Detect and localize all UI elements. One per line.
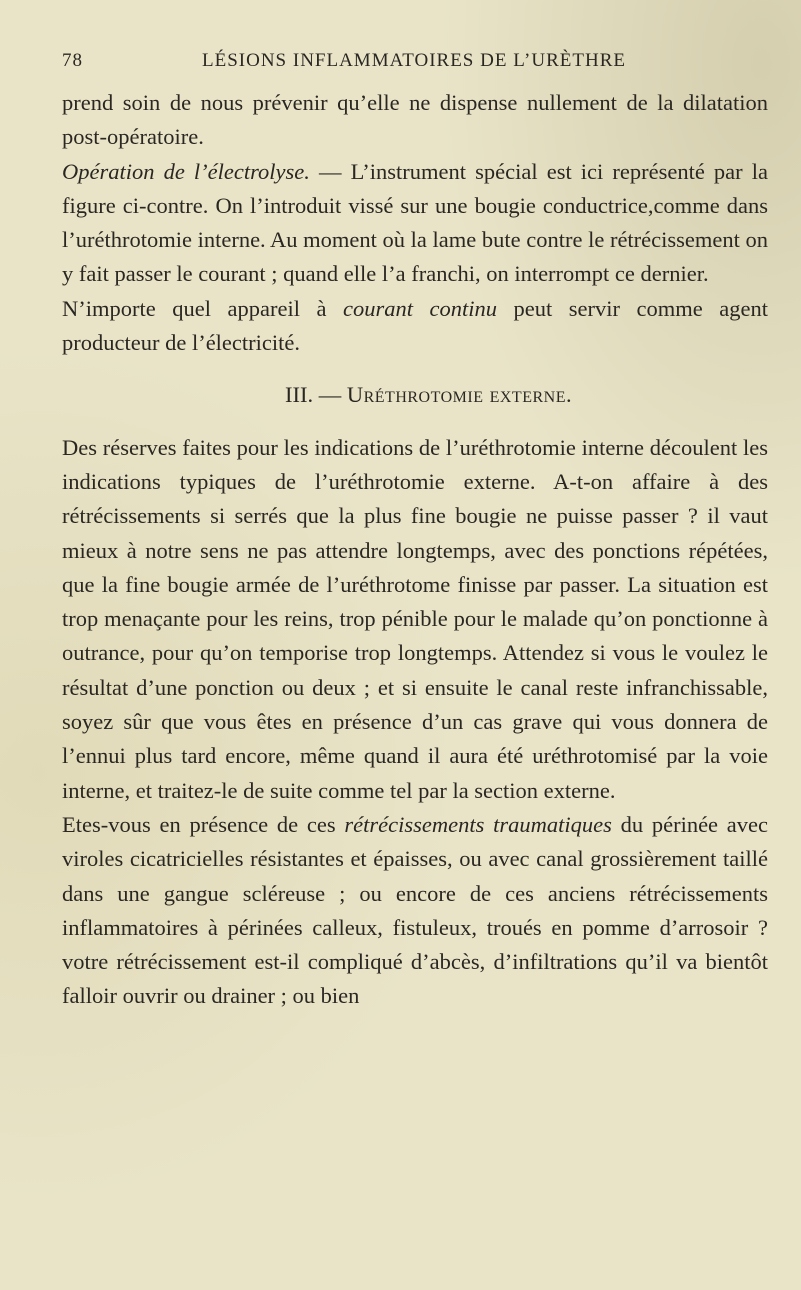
page-number: 78 [62, 50, 83, 71]
paragraph-5 [62, 808, 768, 1014]
paragraph-5-end: du périnée avec viroles cicatricielles résistantes et épaisses, ou avec canal grossièrement taillé dans une gangue scléreuse ; ou encore de ces anciens rétrécissements inflammatoires à périnées calleux, fistuleux, troués en pomme d’arrosoir ? votre rétrécissement est-il compliqué d’abcès, d’infiltrations qu’il va bientôt falloir ouvrir ou drainer ; ou bien [62, 811, 768, 1009]
paragraph-3 [62, 292, 768, 361]
italic-heading-electrolyse: Opération de l’électrolyse. [62, 158, 310, 184]
paragraph-2 [62, 155, 768, 292]
paragraph-4: Des réserves faites pour les indications de l’uréthrotomie interne découlent les indications typiques de l’uréthrotomie externe. A-t-on affaire à des rétrécissements si serrés que la plus fine bougie ne puisse passer ? il vaut mieux à notre sens ne pas attendre longtemps, avec des ponctions répétées, que la fine bougie armée de l’uréthrotome finisse par passer. La situation est trop menaçante pour les reins, trop pénible pour le malade qu’on ponctionne à outrance, pour qu’on temporise trop longtemps. Attendez si vous le voulez le résultat d’une ponction ou deux ; et si ensuite le canal reste infranchissable, soyez sûr que vous êtes en présence d’un cas grave qui vous donnera de l’ennui plus tard encore, même quand il aura été uréthrotomisé par la voie interne, et traitez-le de suite comme tel par la section externe. [62, 434, 768, 803]
paragraph-2-text: — L’instrument spécial est ici représenté par la figure ci-contre. On l’introduit vissé sur une bougie conductrice,comme dans l’uréthrotomie interne. Au moment où la lame bute contre le rétrécissement on y fait passer le courant ; quand elle l’a franchi, on interrompt ce dernier. [62, 158, 769, 287]
paragraph-3-start: N’importe quel appareil à [62, 295, 343, 321]
section-number: III. — [285, 382, 347, 408]
paragraph-5-italic: rétrécissements traumatiques [344, 811, 612, 837]
section-title: Uréthrotomie externe. [346, 382, 573, 408]
page-header [62, 50, 752, 80]
paragraph-5-start: Etes-vous en présence de ces [62, 811, 345, 837]
running-head: LÉSIONS INFLAMMATOIRES DE L’URÈTHRE [202, 50, 626, 71]
section-heading [62, 378, 768, 412]
body-text [62, 86, 768, 1014]
paragraph-1: prend soin de nous prévenir qu’elle ne dispense nullement de la dilatation post-opératoire. [62, 90, 768, 150]
paragraph-3-italic: courant continu [343, 295, 498, 321]
paragraph-3-end: peut servir comme agent producteur de l’électricité. [62, 295, 769, 356]
